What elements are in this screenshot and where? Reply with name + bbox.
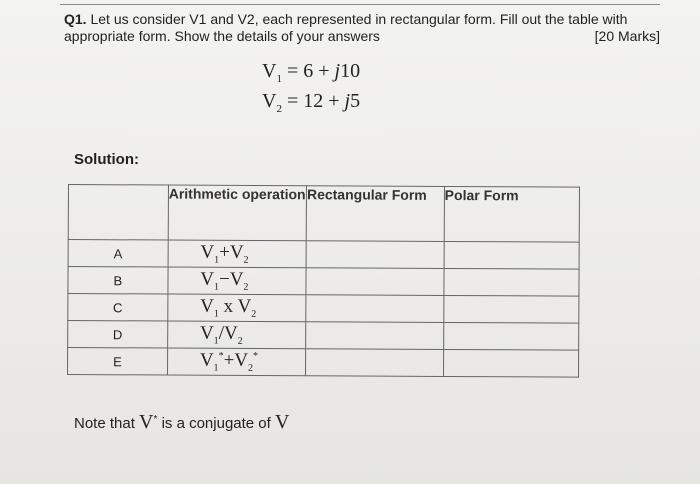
operation-cell: $V_1/V_2$ [167, 321, 305, 349]
polar-answer-cell[interactable] [443, 349, 578, 377]
question-line-2: appropriate form. Show the details of your answers [64, 28, 380, 44]
note-prefix: Note that [74, 415, 135, 432]
conjugate-note: Note that V* is a conjugate of V [74, 411, 290, 433]
row-label: B [68, 267, 168, 295]
row-label: D [68, 321, 168, 349]
operation-cell: $V_1+V_2$ [168, 240, 306, 268]
row-label: C [68, 294, 168, 322]
operation-cell: $V_1-V_2$ [168, 267, 306, 295]
row-label: A [68, 240, 168, 268]
table-row [68, 294, 579, 324]
question-number: Q1. [64, 11, 87, 27]
header-arithmetic-operation: Arithmetic operation [168, 185, 307, 241]
question-line-1: Let us consider V1 and V2, each represented in rectangular form. Fill out the table with [90, 11, 628, 27]
header-rectangular-form: Rectangular Form [306, 186, 444, 242]
row-label: E [68, 348, 168, 376]
header-polar-form: Polar Form [444, 186, 580, 242]
table-row [68, 348, 579, 378]
answer-table [67, 184, 580, 378]
question-text [64, 11, 660, 45]
equation-v2: $V_2 = 12 + j5$ [262, 90, 361, 115]
polar-answer-cell[interactable] [443, 322, 578, 350]
table-row [68, 267, 579, 297]
operation-cell: $V_1^*+V_2^*$ [167, 348, 305, 376]
rectangular-answer-cell[interactable] [306, 241, 444, 269]
polar-answer-cell[interactable] [444, 295, 579, 323]
polar-answer-cell[interactable] [444, 241, 579, 269]
table-row [68, 321, 579, 351]
rectangular-answer-cell[interactable] [306, 268, 444, 296]
equation-v1: $V_1 = 6 + j10$ [262, 60, 361, 85]
rectangular-answer-cell[interactable] [306, 349, 444, 377]
header-empty [68, 185, 168, 241]
solution-label: Solution: [74, 151, 139, 168]
note-middle: is a conjugate of [161, 415, 271, 432]
note-symbol: V [139, 411, 154, 433]
marks-label: [20 Marks] [594, 28, 660, 44]
rectangular-answer-cell[interactable] [306, 295, 444, 323]
table-header-row [68, 185, 579, 243]
operation-cell: $V_1$ x $V_2$ [168, 294, 306, 322]
polar-answer-cell[interactable] [444, 268, 579, 296]
rectangular-answer-cell[interactable] [306, 322, 444, 350]
table-row [68, 240, 579, 270]
top-rule [60, 4, 660, 5]
note-suffix-symbol: V [275, 411, 290, 433]
